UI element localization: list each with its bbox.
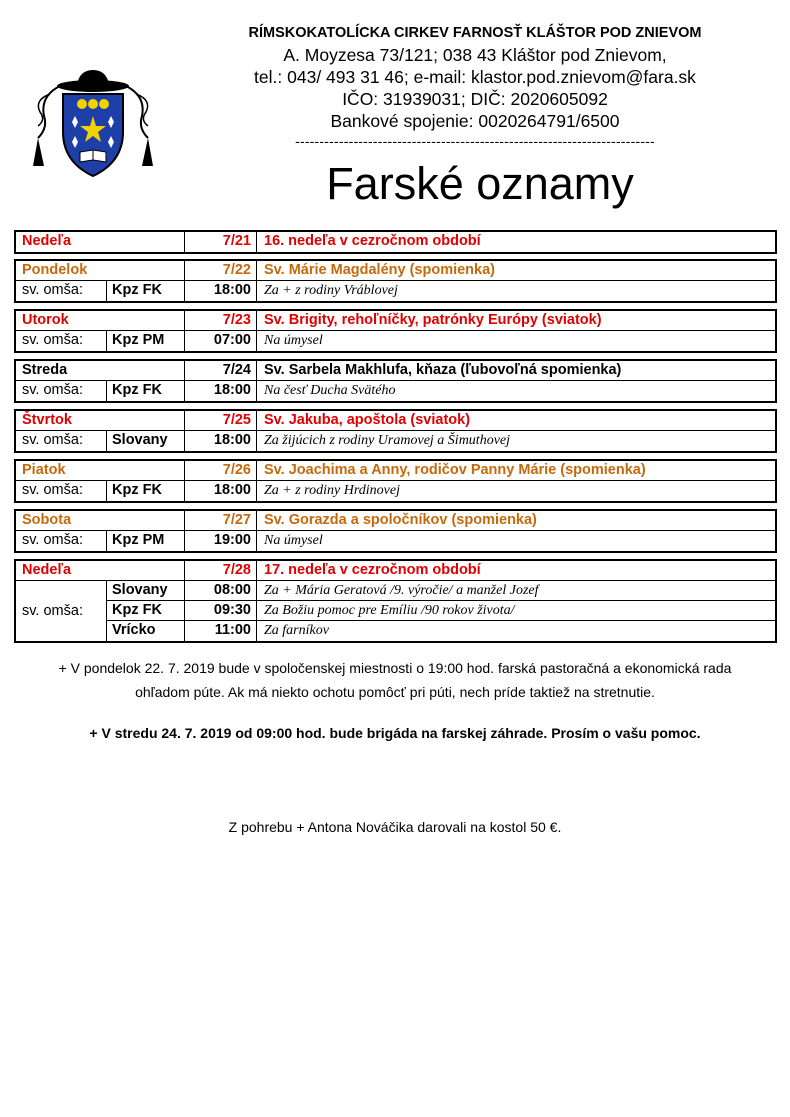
day-feast: 17. nedeľa v cezročnom období	[264, 562, 481, 578]
day-date: 7/22	[185, 261, 257, 280]
mass-label: sv. omša:	[16, 581, 107, 641]
mass-time: 07:00	[185, 331, 257, 351]
page-title: Farské oznamy	[326, 158, 634, 209]
mass-row	[107, 621, 775, 641]
mass-place: Kpz PM	[107, 531, 185, 551]
mass-place: Slovany	[107, 581, 185, 600]
mass-intention: Za + Mária Geratová /9. výročie/ a manžel Jozef	[264, 583, 539, 598]
day-feast: Sv. Gorazda a spoločníkov (spomienka)	[264, 512, 537, 528]
mass-time: 11:00	[185, 621, 257, 641]
mass-time: 08:00	[185, 581, 257, 600]
mass-label: sv. omša:	[16, 331, 107, 351]
day-name: Nedeľa	[16, 561, 185, 580]
parish-address: A. Moyzesa 73/121; 038 43 Kláštor pod Znievom,	[283, 45, 667, 65]
mass-place: Kpz FK	[107, 481, 185, 501]
parish-header	[205, 22, 745, 148]
mass-intention: Za + z rodiny Hrdinovej	[264, 483, 400, 498]
parish-bank: Bankové spojenie: 0020264791/6500	[330, 111, 620, 131]
mass-time: 18:00	[185, 481, 257, 501]
mass-intention: Za farníkov	[264, 623, 329, 638]
mass-time: 09:30	[185, 601, 257, 620]
day-block	[14, 230, 777, 254]
day-date: 7/21	[185, 232, 257, 252]
mass-label: sv. omša:	[16, 281, 107, 301]
mass-intention: Na úmysel	[264, 333, 323, 348]
day-date: 7/24	[185, 361, 257, 380]
mass-place: Vrícko	[107, 621, 185, 641]
announcement-council	[30, 656, 760, 704]
parish-contact: tel.: 043/ 493 31 46; e-mail: klastor.pod.znievom@fara.sk	[254, 67, 696, 87]
day-block	[14, 509, 777, 553]
mass-row	[16, 481, 775, 501]
mass-row	[16, 281, 775, 301]
day-block	[14, 259, 777, 303]
mass-place: Kpz FK	[107, 281, 185, 301]
mass-row	[16, 431, 775, 451]
day-date: 7/26	[185, 461, 257, 480]
announcement-donation: Z pohrebu + Antona Nováčika darovali na kostol 50 €.	[228, 819, 562, 835]
header-separator: --------------------------------------------------------------------------	[295, 133, 655, 149]
day-name: Piatok	[16, 461, 185, 480]
mass-time: 18:00	[185, 381, 257, 401]
day-header-row	[16, 411, 775, 431]
parish-ids: IČO: 31939031; DIČ: 2020605092	[342, 89, 608, 109]
day-date: 7/25	[185, 411, 257, 430]
mass-label: sv. omša:	[16, 381, 107, 401]
day-name: Nedeľa	[16, 232, 185, 252]
day-header-row	[16, 561, 775, 581]
mass-time: 18:00	[185, 431, 257, 451]
day-feast: Sv. Joachima a Anny, rodičov Panny Márie (spomienka)	[264, 462, 646, 478]
mass-place: Kpz PM	[107, 331, 185, 351]
day-name: Pondelok	[16, 261, 185, 280]
mass-place: Kpz FK	[107, 381, 185, 401]
announcement-council-line1: + V pondelok 22. 7. 2019 bude v spoločenskej miestnosti o 19:00 hod. farská pastoračná a ekonomická rada	[58, 660, 732, 676]
day-block	[14, 409, 777, 453]
mass-place: Kpz FK	[107, 601, 185, 620]
day-date: 7/23	[185, 311, 257, 330]
mass-intention: Na úmysel	[264, 533, 323, 548]
day-header-row	[16, 511, 775, 531]
mass-row	[16, 331, 775, 351]
mass-place: Slovany	[107, 431, 185, 451]
parish-name: RÍMSKOKATOLÍCKA CIRKEV FARNOSŤ KLÁŠTOR POD ZNIEVOM	[248, 25, 702, 41]
day-name: Utorok	[16, 311, 185, 330]
mass-label: sv. omša:	[16, 481, 107, 501]
mass-time: 18:00	[185, 281, 257, 301]
day-feast: Sv. Brigity, rehoľníčky, patrónky Európy (sviatok)	[264, 312, 602, 328]
day-block	[14, 359, 777, 403]
mass-row	[107, 601, 775, 621]
day-feast: 16. nedeľa v cezročnom období	[264, 233, 481, 249]
mass-row	[16, 381, 775, 401]
day-block	[14, 309, 777, 353]
day-feast: Sv. Márie Magdalény (spomienka)	[264, 262, 495, 278]
mass-group	[16, 581, 775, 641]
mass-intention: Za + z rodiny Vráblovej	[264, 283, 398, 298]
mass-label: sv. omša:	[16, 531, 107, 551]
day-name: Štvrtok	[16, 411, 185, 430]
day-date: 7/28	[185, 561, 257, 580]
mass-row	[16, 531, 775, 551]
day-block	[14, 459, 777, 503]
mass-group-rows	[107, 581, 775, 641]
parish-coat-of-arms-icon	[30, 66, 156, 180]
day-feast: Sv. Sarbela Makhlufa, kňaza (ľubovoľná spomienka)	[264, 362, 622, 378]
day-date: 7/27	[185, 511, 257, 530]
mass-intention: Za žijúcich z rodiny Uramovej a Šimuthovej	[264, 433, 511, 448]
day-header-row	[16, 232, 775, 252]
day-block	[14, 559, 777, 643]
day-header-row	[16, 461, 775, 481]
announcement-council-line2: ohľadom púte. Ak má niekto ochotu pomôcť pri púti, nech príde taktiež na stretnutie.	[135, 684, 655, 700]
mass-intention: Za Božiu pomoc pre Emíliu /90 rokov života/	[264, 603, 515, 618]
mass-row	[107, 581, 775, 601]
day-header-row	[16, 311, 775, 331]
mass-intention: Na česť Ducha Svätého	[264, 383, 396, 398]
mass-label: sv. omša:	[16, 431, 107, 451]
day-header-row	[16, 361, 775, 381]
mass-time: 19:00	[185, 531, 257, 551]
announcement-brigade: + V stredu 24. 7. 2019 od 09:00 hod. bude brigáda na farskej záhrade. Prosím o vašu pomoc.	[89, 725, 701, 741]
day-feast: Sv. Jakuba, apoštola (sviatok)	[264, 412, 471, 428]
day-name: Streda	[16, 361, 185, 380]
day-name: Sobota	[16, 511, 185, 530]
day-header-row	[16, 261, 775, 281]
